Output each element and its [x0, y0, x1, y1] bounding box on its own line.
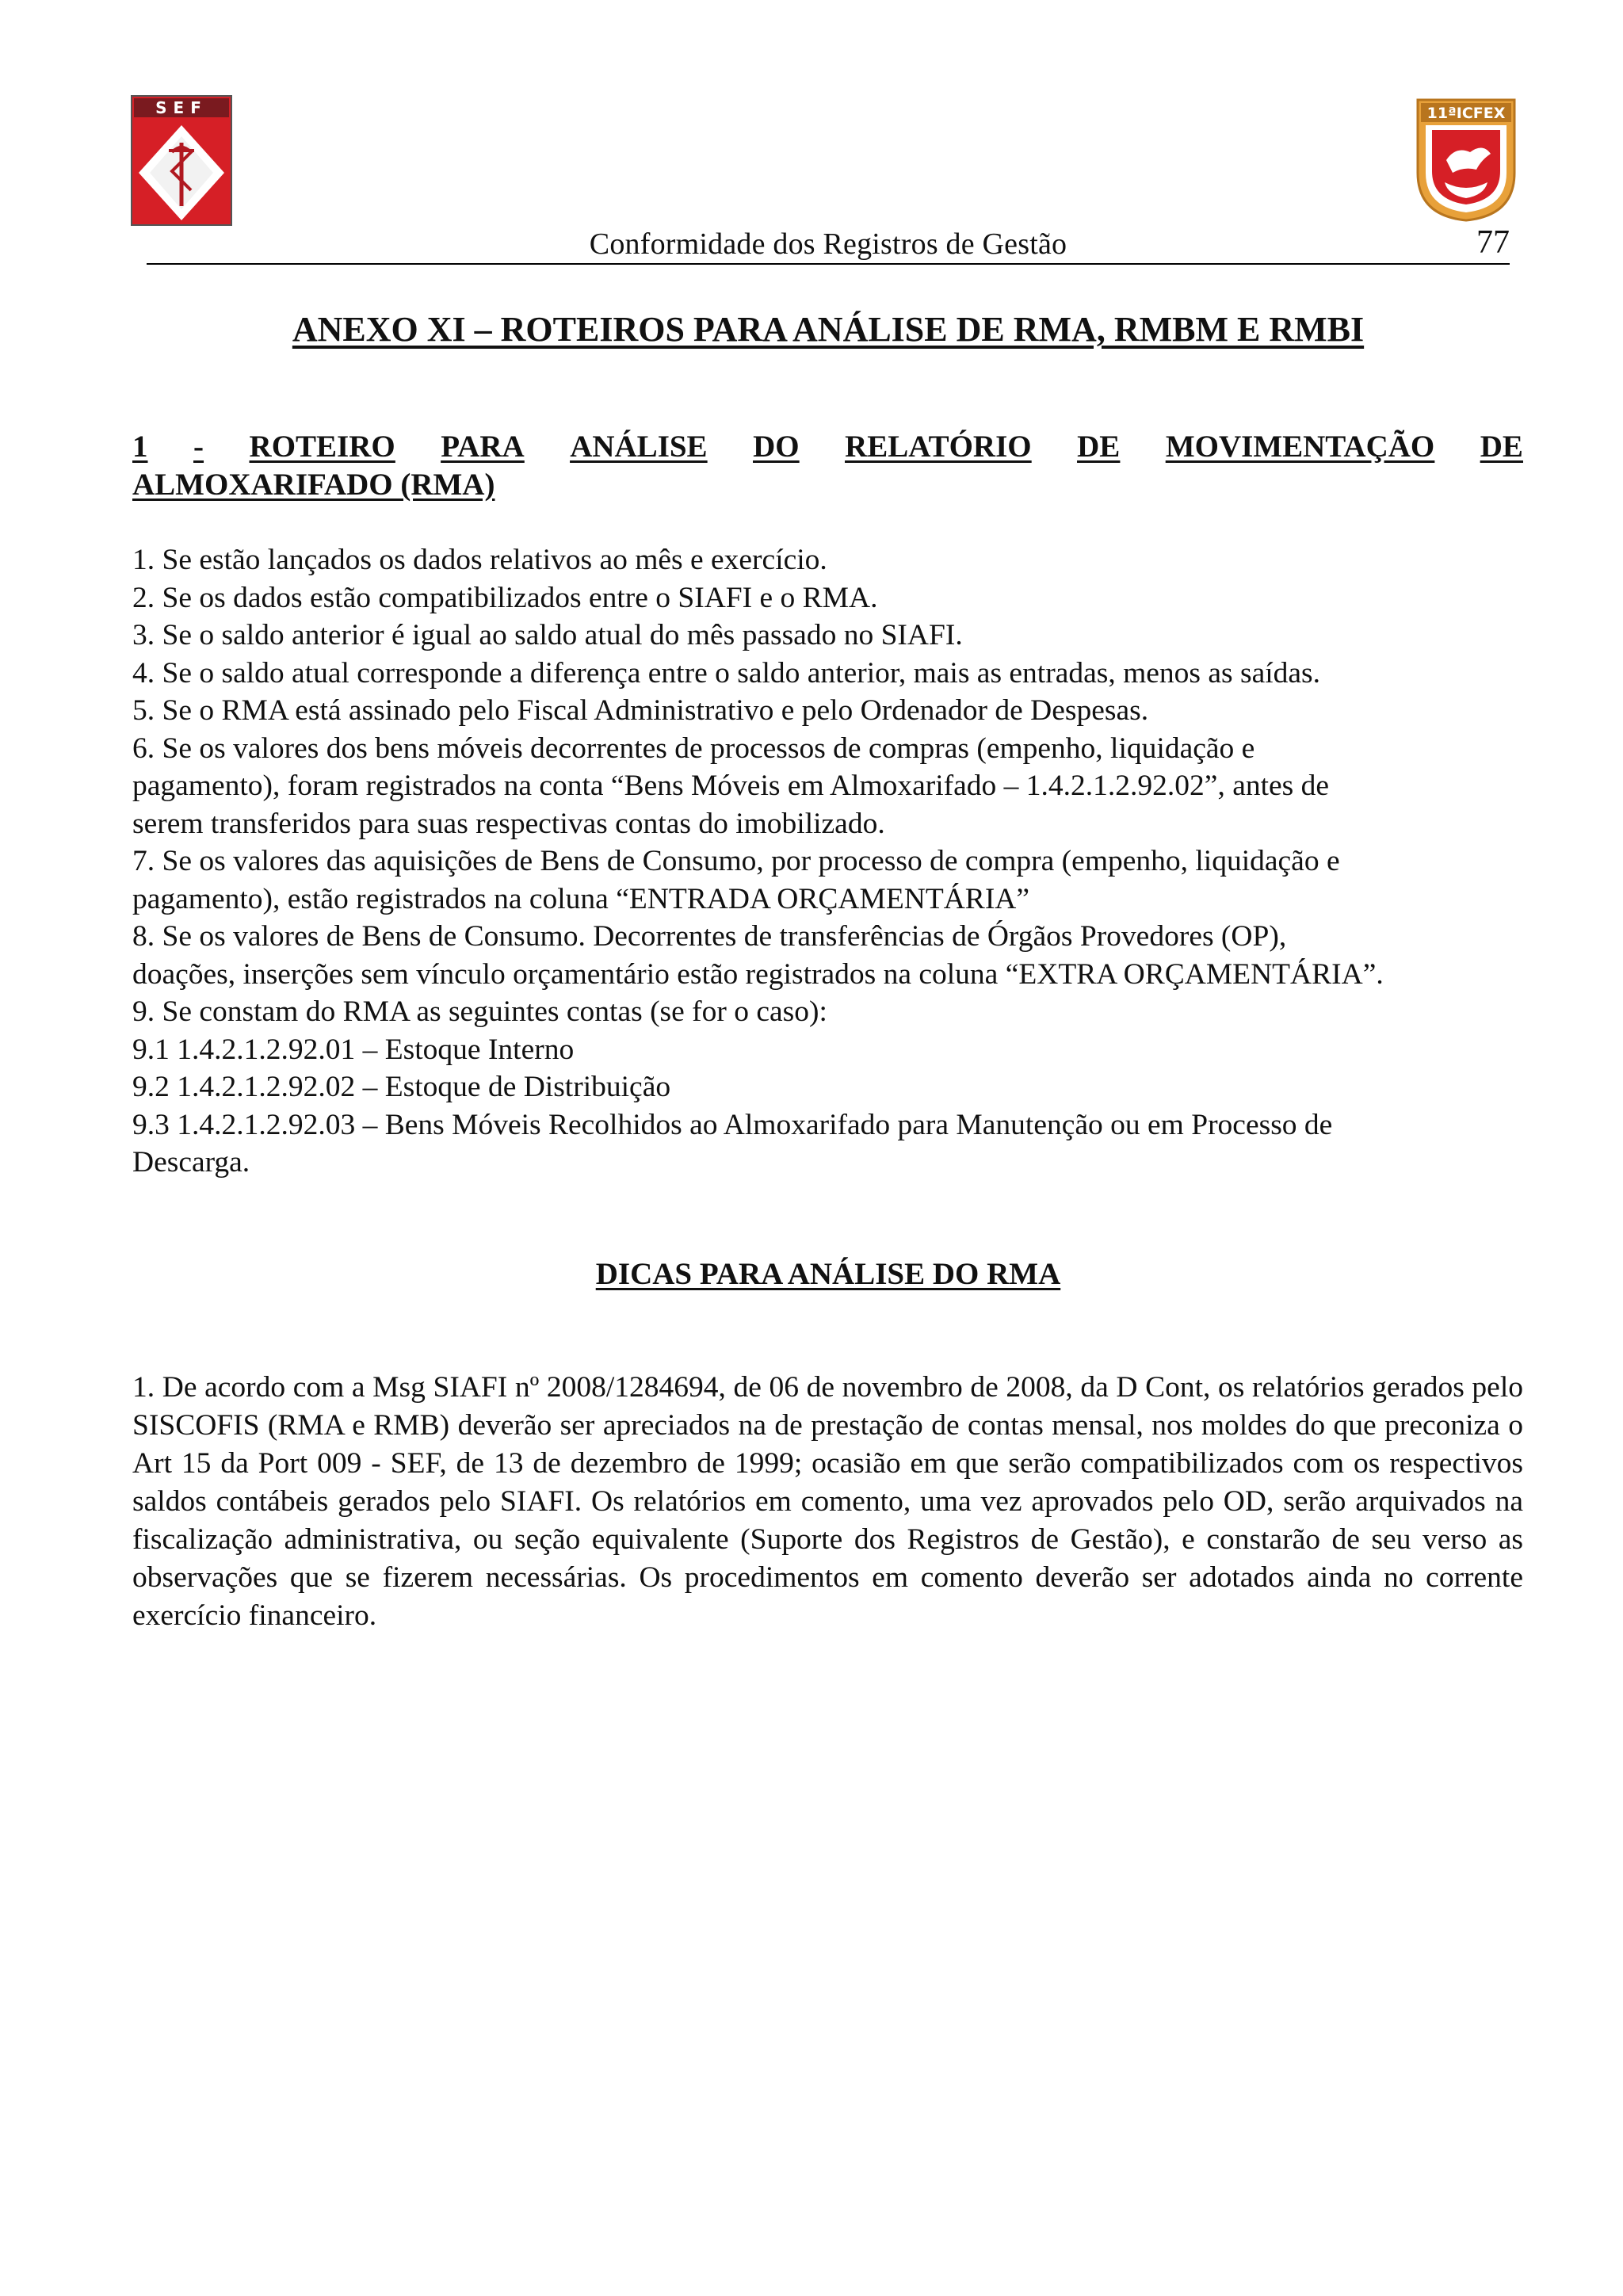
heading-word: DE: [1480, 430, 1523, 464]
checklist-line: 9. Se constam do RMA as seguintes contas (se for o caso):: [132, 995, 827, 1028]
heading-word: MOVIMENTAÇÃO: [1165, 430, 1435, 464]
checklist-line: 8. Se os valores de Bens de Consumo. Decorrentes de transferências de Órgãos Provedores (OP),: [132, 920, 1287, 953]
checklist-line: 6. Se os valores dos bens móveis decorrentes de processos de compras (empenho, liquidação e: [132, 732, 1255, 765]
tips-paragraph: 1. De acordo com a Msg SIAFI nº 2008/1284694, de 06 de novembro de 2008, da D Cont, os relatórios gerados pelo SISCOFIS (RMA e RMB) deverão ser apreciados na de prestação de contas mensal, nos moldes do que preconiza o Art 15 da Port 009 - SEF, de 13 de dezembro de 1999; ocasião em que serão compatibilizados com os respectivos saldos contábeis gerados pelo SIAFI. Os relatórios em comento, uma vez aprovados pelo OD, serão arquivados na fiscalização administrativa, ou seção equivalente (Suporte dos Registros de Gestão), e constarão de seu verso as observações que se fizerem necessárias. Os procedimentos em comento deverão ser adotados ainda no corrente exercício financeiro.: [132, 1371, 1523, 1632]
page-number: 77: [1476, 224, 1510, 261]
checklist-line: 1. Se estão lançados os dados relativos ao mês e exercício.: [132, 544, 827, 576]
checklist-line: doações, inserções sem vínculo orçamentário estão registrados na coluna “EXTRA ORÇAMENTÁRIA”.: [132, 957, 1384, 991]
sef-logo: [131, 95, 232, 226]
running-title: Conformidade dos Registros de Gestão: [589, 227, 1067, 261]
section-heading-line2: ALMOXARIFADO (RMA): [132, 468, 495, 502]
annex-title: ANEXO XI – ROTEIROS PARA ANÁLISE DE RMA, RMBM E RMBI: [292, 310, 1365, 349]
svg-text:11ªICFEX: 11ªICFEX: [1426, 105, 1506, 122]
heading-word: ROTEIRO: [249, 430, 395, 464]
checklist-line: 4. Se o saldo atual corresponde a diferença entre o saldo anterior, mais as entradas, menos as saídas.: [132, 656, 1321, 690]
tips-heading: DICAS PARA ANÁLISE DO RMA: [595, 1257, 1061, 1291]
heading-word: DE: [1077, 430, 1121, 464]
heading-word: RELATÓRIO: [845, 430, 1032, 464]
svg-text:SEF: SEF: [155, 98, 208, 117]
checklist-line: 9.2 1.4.2.1.2.92.02 – Estoque de Distribuição: [132, 1071, 671, 1103]
checklist-line: 9.3 1.4.2.1.2.92.03 – Bens Móveis Recolhidos ao Almoxarifado para Manutenção ou em Processo de: [132, 1108, 1333, 1141]
heading-word: PARA: [441, 430, 525, 464]
checklist-line: 7. Se os valores das aquisições de Bens de Consumo, por processo de compra (empenho, liquidação e: [132, 845, 1340, 877]
heading-word: -: [193, 430, 204, 464]
icfex-logo: [1415, 97, 1518, 223]
heading-word: ANÁLISE: [570, 430, 708, 464]
heading-word: 1: [132, 430, 148, 464]
checklist-line: 9.1 1.4.2.1.2.92.01 – Estoque Interno: [132, 1033, 575, 1066]
checklist-line: pagamento), estão registrados na coluna “ENTRADA ORÇAMENTÁRIA”: [132, 882, 1030, 915]
rma-checklist: [132, 541, 1527, 1182]
checklist-line: Descarga.: [132, 1146, 250, 1179]
checklist-line: 2. Se os dados estão compatibilizados entre o SIAFI e o RMA.: [132, 581, 878, 614]
heading-word: DO: [753, 430, 800, 464]
running-header: [147, 223, 1510, 265]
checklist-line: serem transferidos para suas respectivas contas do imobilizado.: [132, 807, 885, 840]
checklist-line: 5. Se o RMA está assinado pelo Fiscal Administrativo e pelo Ordenador de Despesas.: [132, 694, 1149, 727]
section-heading: [132, 428, 1523, 504]
checklist-line: pagamento), foram registrados na conta “Bens Móveis em Almoxarifado – 1.4.2.1.2.92.02”, antes de: [132, 770, 1330, 802]
section-heading-line1: [132, 428, 1523, 466]
checklist-line: 3. Se o saldo anterior é igual ao saldo atual do mês passado no SIAFI.: [132, 619, 963, 651]
